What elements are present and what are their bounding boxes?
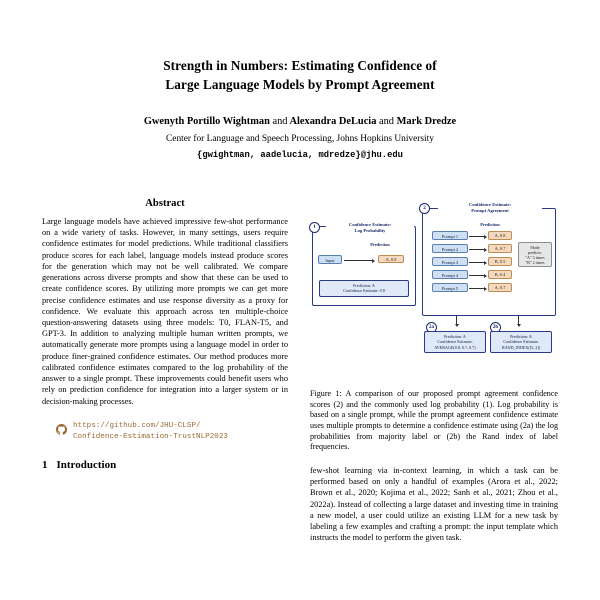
panel-2-prompt-5: Prompt 5 [432,283,468,292]
mode-note-line3: "A" 3 times [525,254,545,260]
result-2a-line2: Confidence Estimate: [437,339,473,345]
result-2a-line3: AVERAGE(0.8, 0.7, 0.7) [434,344,476,350]
sub-b-marker: 2b [490,322,501,333]
panel-2-down-arrow-left [456,316,457,326]
figure-caption-text: A comparison of our proposed prompt agreement confidence scores (2) and the commonly used log probability (1). Log probability is based on a single prompt, while the prompt agreement confidence estimate uses multiple prompts to determine a confidence estimate using (2a) the log probabilities from majority label or (2b) the Rand index of label frequencies. [310,389,559,452]
panel-1-input-box: Input [318,255,342,264]
panel-1-output-box: A, 0.8 [378,255,404,263]
panel-1-prediction-header: Prediction [370,242,390,247]
panel-2-mode-note [518,242,552,267]
panel-1-result [319,280,409,297]
sub-a-marker: 2a [426,322,437,333]
figure-caption-label: Figure 1: [310,389,342,398]
abstract-text: Large language models have achieved impressive few-shot performance on a wide variety of tasks. However, in many settings, users require confidence estimates for model predictions. While traditional classifiers produce scores for each label, language models instead produce scores for the generation which may not be well calibrated. We compare generations across diverse prompts and show that these can be used to create confidence scores. By utilizing more prompts we can get more precise confidence estimates and use response diversity as a proxy for confidence. We evaluate this approach across ten multiple-choice question-answering datasets using three models: T0, FLAN-T5, and GPT-3. In addition to analyzing multiple human written prompts, we automatically generate more prompts using a language model in order to produce finer-grained confidence estimates. Our method produces more calibrated confidence estimates compared to the log probability of the answer to a single prompt. These improvements could benefit users who rely on prediction confidence for integration into a larger system or in decision-making processes. [42,217,288,406]
panel-1-arrow [344,260,374,261]
github-icon [56,422,67,433]
author-2: Alexandra DeLucia [289,116,377,128]
result-2b [490,331,552,353]
result-2b-line1: Prediction: A [510,334,532,339]
author-conjunction-1: and [272,116,288,128]
page-title [62,56,538,94]
figure-1-caption [310,389,558,453]
repository-url-line2: Confidence-Estimation-TrustNLP2023 [73,432,228,441]
panel-2-arrow-2 [469,249,486,250]
title-block [0,0,600,162]
section-heading-introduction [42,459,288,471]
panel-2-title-line2: Prompt Agreement [471,207,509,213]
mode-note-line1: Mode [530,244,540,250]
author-conjunction-2: and [379,116,395,128]
panel-2-title [438,202,542,213]
author-1: Gwenyth Portillo Wightman [143,116,270,128]
panel-2-down-arrow-right [518,316,519,326]
result-2b-line3: RAND_INDEX([3, 2]) [502,344,540,350]
panel-2-output-4: B, 0.4 [488,270,512,278]
panel-2-arrow-1 [469,236,486,237]
intro-continued-text: few-shot learning via in-context learning, in which a task can be performed based on only a handful of examples (Arora et al., 2022; Brown et al., 2020; Kojima et al., 2022; Sanh et al., 2021; Zhou et al., 2022a). Instead of collecting a large dataset and investing time in training a new model, a user could utilize an existing LLM for a new task by labeling a few examples and crafting a prompt: the input template which instructs the model to perform the given task. [310,466,558,543]
figure-1-diagram [310,198,558,380]
panel-1-result-line2: Confidence Estimate: 0.8 [343,288,385,294]
panel-2-arrow-5 [469,288,486,289]
mode-note-line2: predicts: [527,249,543,255]
repository-link-block[interactable] [42,421,288,443]
panel-2-title-line1: Confidence Estimate: [468,202,512,207]
panel-2-arrow-3 [469,262,486,263]
panel-1-title-line2: Log Probability [354,227,386,233]
author-3: Mark Dredze [396,116,457,128]
section-number: 1 [42,458,48,471]
result-2b-line2: Confidence Estimate: [503,339,539,345]
author-emails: {gwightman, aadelucia, mdredze}@jhu.edu [197,149,403,160]
section-title: Introduction [56,458,117,471]
paper-title-line2: Large Language Models by Prompt Agreement [165,77,435,93]
affiliation: Center for Language and Speech Processing, Johns Hopkins University [166,133,434,144]
panel-2-prompt-3: Prompt 3 [432,257,468,266]
panel-2-marker: 2 [419,203,430,214]
two-column-body [0,198,600,551]
author-list [62,114,538,161]
panel-2-output-5: A, 0.7 [488,283,512,291]
left-column [42,198,288,551]
panel-2-prompt-4: Prompt 4 [432,270,468,279]
panel-1-result-line1: Prediction: A [353,283,375,288]
panel-2-output-3: B, 0.5 [488,257,512,265]
panel-2-prediction-header: Prediction [480,222,500,227]
figure-1 [310,198,558,453]
paper-title-line1: Strength in Numbers: Estimating Confidence of [163,58,437,73]
repository-url-line1: https://github.com/JHU-CLSP/ [73,421,201,430]
mode-note-line4: "B" 2 times [525,259,545,265]
panel-1-title [326,222,414,233]
panel-1-marker: 1 [309,222,320,233]
panel-2-prompt-2: Prompt 2 [432,244,468,253]
result-2a-line1: Prediction: A [444,334,466,339]
result-2a [424,331,486,353]
panel-2-prompt-1: Prompt 1 [432,231,468,240]
right-column [310,198,558,551]
abstract-heading: Abstract [145,198,185,209]
panel-1-title-line1: Confidence Estimate: [348,222,392,227]
repository-url[interactable] [73,421,228,443]
panel-2-output-1: A, 0.8 [488,231,512,239]
panel-2-arrow-4 [469,275,486,276]
panel-2-output-2: A, 0.7 [488,244,512,252]
